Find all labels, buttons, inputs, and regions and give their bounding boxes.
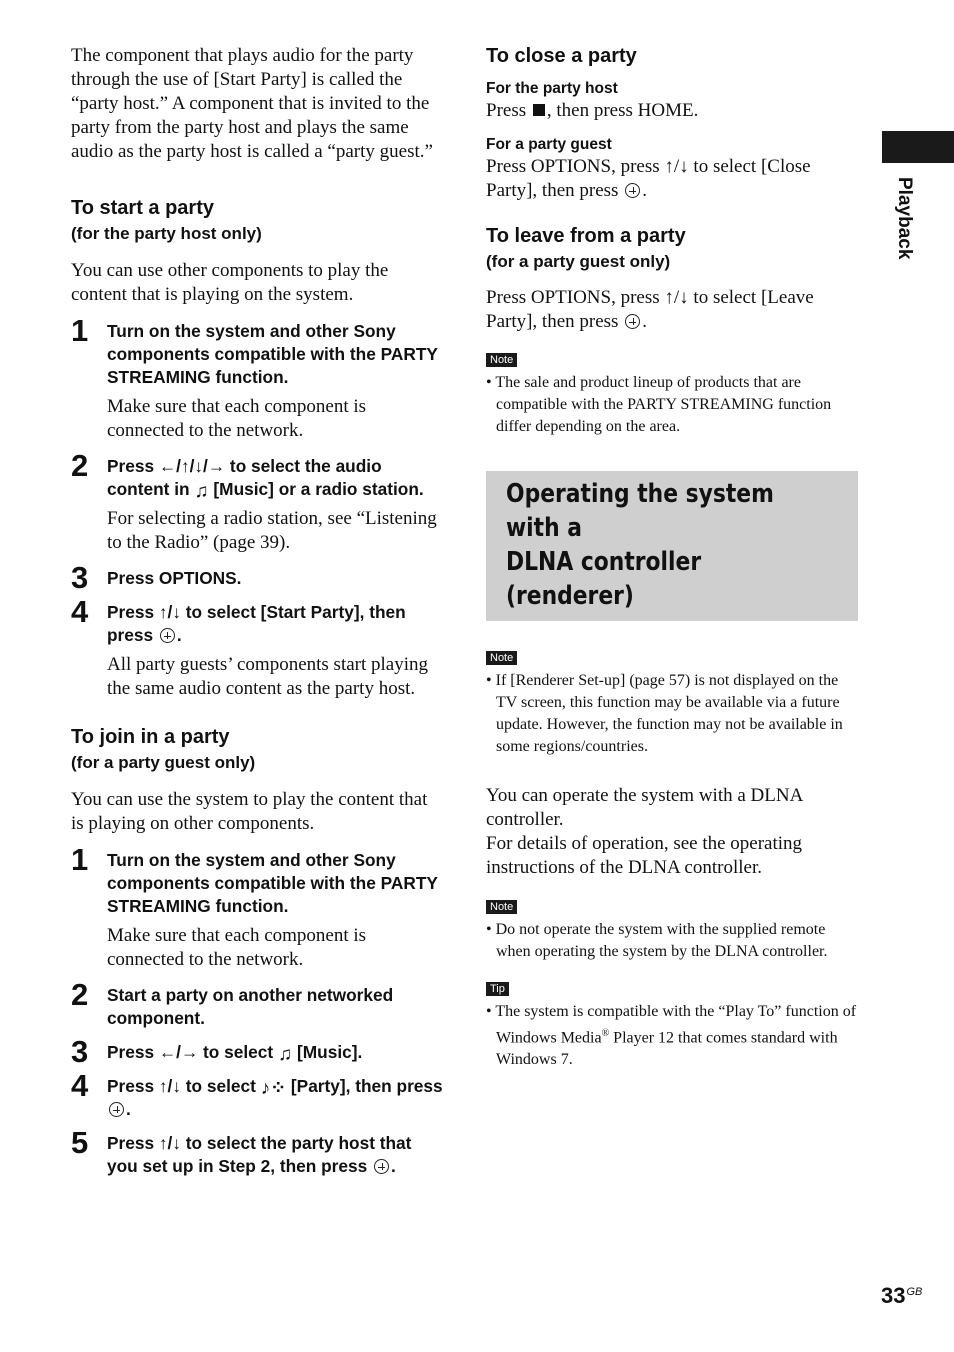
start-party-subheading: (for the party host only) [71,224,262,243]
instr-text: . [642,311,647,332]
party-guest-label: For a party guest [486,136,612,153]
instr-text: . [126,1099,131,1119]
registered-mark: ® [601,1028,610,1039]
step-description: For selecting a radio station, see “Listening to the Radio” (page 39). [107,508,437,553]
step-instruction: Turn on the system and other Sony components compatible with the PARTY STREAMING function. [107,850,438,916]
close-party-section [486,44,858,203]
instr-text: Press ←/↑/↓/→ to select the audio content in [107,456,382,499]
leave-party-heading: To leave from a party [486,225,686,247]
note-text: • Do not operate the system with the supplied remote when operating the system by the DLNA controller. [486,921,828,960]
note-3 [486,897,858,963]
dlna-title-line-2: DLNA controller (renderer) [506,547,702,611]
enter-button-icon [109,1102,124,1117]
join-party-section [71,725,443,1178]
enter-button-icon [374,1159,389,1174]
join-party-subheading: (for a party guest only) [71,753,256,772]
step-instruction: Start a party on another networked component. [107,985,394,1028]
stop-button-icon [533,104,545,116]
note-badge: Note [486,900,517,914]
music-note-icon: ♫ [194,481,209,502]
tip [486,979,858,1071]
instr-text: , then press HOME. [546,100,699,121]
leave-party-subheading: (for a party guest only) [486,252,671,271]
instr-text: Press OPTIONS, press ↑/↓ to select [Leave Party], then press [486,287,814,332]
note-body: The sale and product lineup of products that are compatible with the PARTY STREAMING function differ depending on the area. [495,374,832,435]
start-step-3 [71,560,443,595]
note-body: Do not operate the system with the supplied remote when operating the system by the DLNA controller. [495,921,828,960]
dlna-paragraph-2: For details of operation, see the operating instructions of the DLNA controller. [486,833,803,878]
step-instruction: Turn on the system and other Sony components compatible with the PARTY STREAMING function. [107,321,438,387]
leave-party-instruction [486,286,858,334]
start-step-2 [71,448,443,555]
join-party-heading: To join in a party [71,726,230,748]
join-step-1 [71,842,443,972]
party-host-instruction [486,99,858,123]
music-note-icon: ♫ [277,1044,293,1065]
step-instruction [107,1132,443,1178]
note-badge: Note [486,651,517,665]
step-number: 2 [71,448,89,483]
party-guest-instruction [486,155,858,203]
instr-text: Press [486,100,531,121]
instr-text: [Party], then press [286,1076,443,1096]
step-instruction [107,1041,443,1064]
intro-paragraph: The component that plays audio for the party through the use of [Start Party] is called the “party host.” A component that is invited to the party from the party host and plays the same audio as the party host is called a “party guest.” [71,45,433,162]
instr-text: . [176,625,182,645]
enter-button-icon [625,183,640,198]
note-2 [486,648,858,758]
join-party-intro: You can use the system to play the content that is playing on other components. [71,789,428,834]
tip-badge: Tip [486,982,509,996]
dlna-paragraph-1: You can operate the system with a DLNA controller. [486,785,803,830]
start-step-4 [71,594,443,701]
page-number-value: 33 [881,1283,906,1308]
step-number: 2 [71,977,89,1012]
step-description: Make sure that each component is connected to the network. [107,396,367,441]
note-1 [486,350,858,438]
instr-text: . [391,1156,396,1176]
instr-text: Press OPTIONS, press ↑/↓ to select [Close Party], then press [486,156,811,201]
instr-text: . [642,180,647,201]
step-number: 1 [71,842,89,877]
note-body: If [Renderer Set-up] (page 57) is not displayed on the TV screen, this function may be available via a future update. However, the function may not be available in some regions/countries. [495,672,843,755]
instr-text: [Music]. [292,1042,363,1062]
join-step-5 [71,1125,443,1178]
step-number: 3 [71,1034,89,1069]
step-number: 4 [71,594,89,629]
left-column [71,44,443,1178]
tip-text: • The system is compatible with the “Play To” function of Windows Media® Player 12 that comes standard with Windows 7. [486,1003,857,1069]
close-party-heading: To close a party [486,45,637,67]
side-tab-label: Playback [894,177,915,260]
step-number: 5 [71,1125,89,1160]
start-step-1 [71,313,443,443]
leave-party-section [486,224,858,334]
join-step-3 [71,1034,443,1069]
dlna-title-line-1: Operating the system with a [506,479,774,543]
step-instruction [107,455,443,501]
step-number: 3 [71,560,89,595]
step-instruction: Press OPTIONS. [107,568,242,588]
step-instruction [107,1075,443,1121]
instr-text: Press ↑/↓ to select [Start Party], then press [107,602,406,645]
tip-body: Player 12 that comes standard with Windows 7. [496,1029,838,1069]
note-badge: Note [486,353,517,367]
enter-button-icon [160,628,175,643]
page-number-suffix: GB [906,1286,923,1298]
instr-text: [Music] or a radio station. [208,479,424,499]
join-step-2 [71,977,443,1030]
dlna-section-banner [486,471,858,621]
step-description: Make sure that each component is connected to the network. [107,925,367,970]
step-number: 4 [71,1068,89,1103]
instr-text: Press ←/→ to select [107,1042,278,1062]
step-instruction [107,601,443,647]
note-text: • If [Renderer Set-up] (page 57) is not displayed on the TV screen, this function may be available via a future update. However, the function may not be available in some regions/countries. [486,672,843,755]
party-host-label: For the party host [486,80,618,97]
enter-button-icon [625,314,640,329]
party-icon: ♪⁘ [260,1078,287,1099]
join-step-4 [71,1068,443,1121]
start-party-intro: You can use other components to play the content that is playing on the system. [71,260,389,305]
page-number [881,1283,922,1309]
instr-text: Press ↑/↓ to select the party host that you set up in Step 2, then press [107,1133,412,1176]
tip-body: The system is compatible with the “Play To” function of Windows Media [495,1003,857,1047]
side-tab-marker [882,131,954,163]
start-party-heading: To start a party [71,197,214,219]
right-column [486,44,858,1071]
step-number: 1 [71,313,89,348]
instr-text: Press ↑/↓ to select [107,1076,261,1096]
start-party-section [71,196,443,701]
note-text: • The sale and product lineup of products that are compatible with the PARTY STREAMING function differ depending on the area. [486,374,832,435]
step-description: All party guests’ components start playing the same audio content as the party host. [107,654,429,699]
